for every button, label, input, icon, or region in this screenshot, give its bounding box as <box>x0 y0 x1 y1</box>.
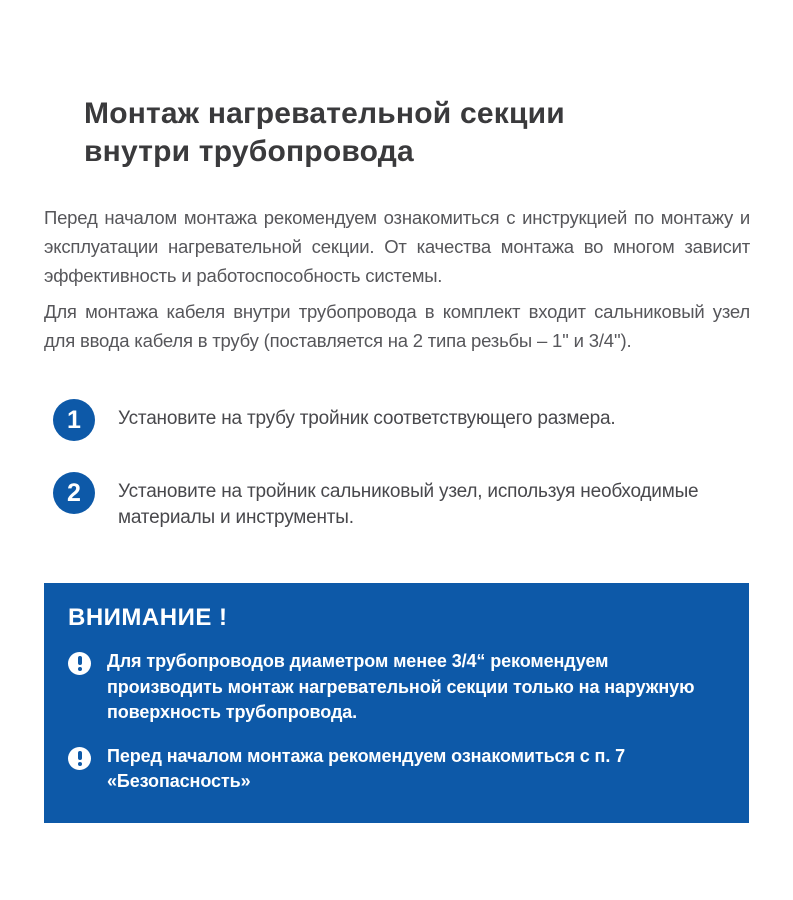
warning-title: ВНИМАНИЕ ! <box>68 604 228 631</box>
step-item <box>53 399 750 441</box>
intro-paragraph: Для монтажа кабеля внутри трубопровода в комплект входит сальниковый узел для ввода кабеля в трубу (поставляется на 2 типа резьбы – 1'' и 3/4''). <box>44 301 750 351</box>
exclamation-circle-icon <box>68 652 91 675</box>
steps-list <box>53 399 750 531</box>
warning-item-text: Для трубопроводов диаметром менее 3/4“ рекомендуем производить монтаж нагревательной секции только на наружную поверхность трубопровода. <box>107 651 695 722</box>
step-text: Установите на трубу тройник соответствующего размера. <box>118 408 616 429</box>
page-title-line-1: Монтаж нагревательной секции <box>84 97 565 130</box>
step-item <box>53 472 750 531</box>
page-title <box>84 95 750 171</box>
warning-item-text: Перед началом монтажа рекомендуем ознакомиться с п. 7 «Безопасность» <box>107 745 626 791</box>
exclamation-circle-icon <box>68 747 91 770</box>
step-text: Установите на тройник сальниковый узел, используя необходимые материалы и инструменты. <box>118 481 699 528</box>
step-number-badge <box>53 399 95 441</box>
intro-paragraph: Перед началом монтажа рекомендуем ознакомиться с инструкцией по монтажу и эксплуатации нагревательной секции. От качества монтажа во многом зависит эффективность и работоспособность системы. <box>44 207 750 286</box>
warning-item <box>68 649 721 726</box>
step-number: 1 <box>67 405 81 434</box>
warning-item <box>68 744 721 795</box>
intro-paragraphs <box>44 203 750 355</box>
page-title-line-2: внутри трубопровода <box>84 135 414 168</box>
warning-box <box>44 583 749 823</box>
step-number: 2 <box>67 478 81 507</box>
step-number-badge <box>53 472 95 514</box>
